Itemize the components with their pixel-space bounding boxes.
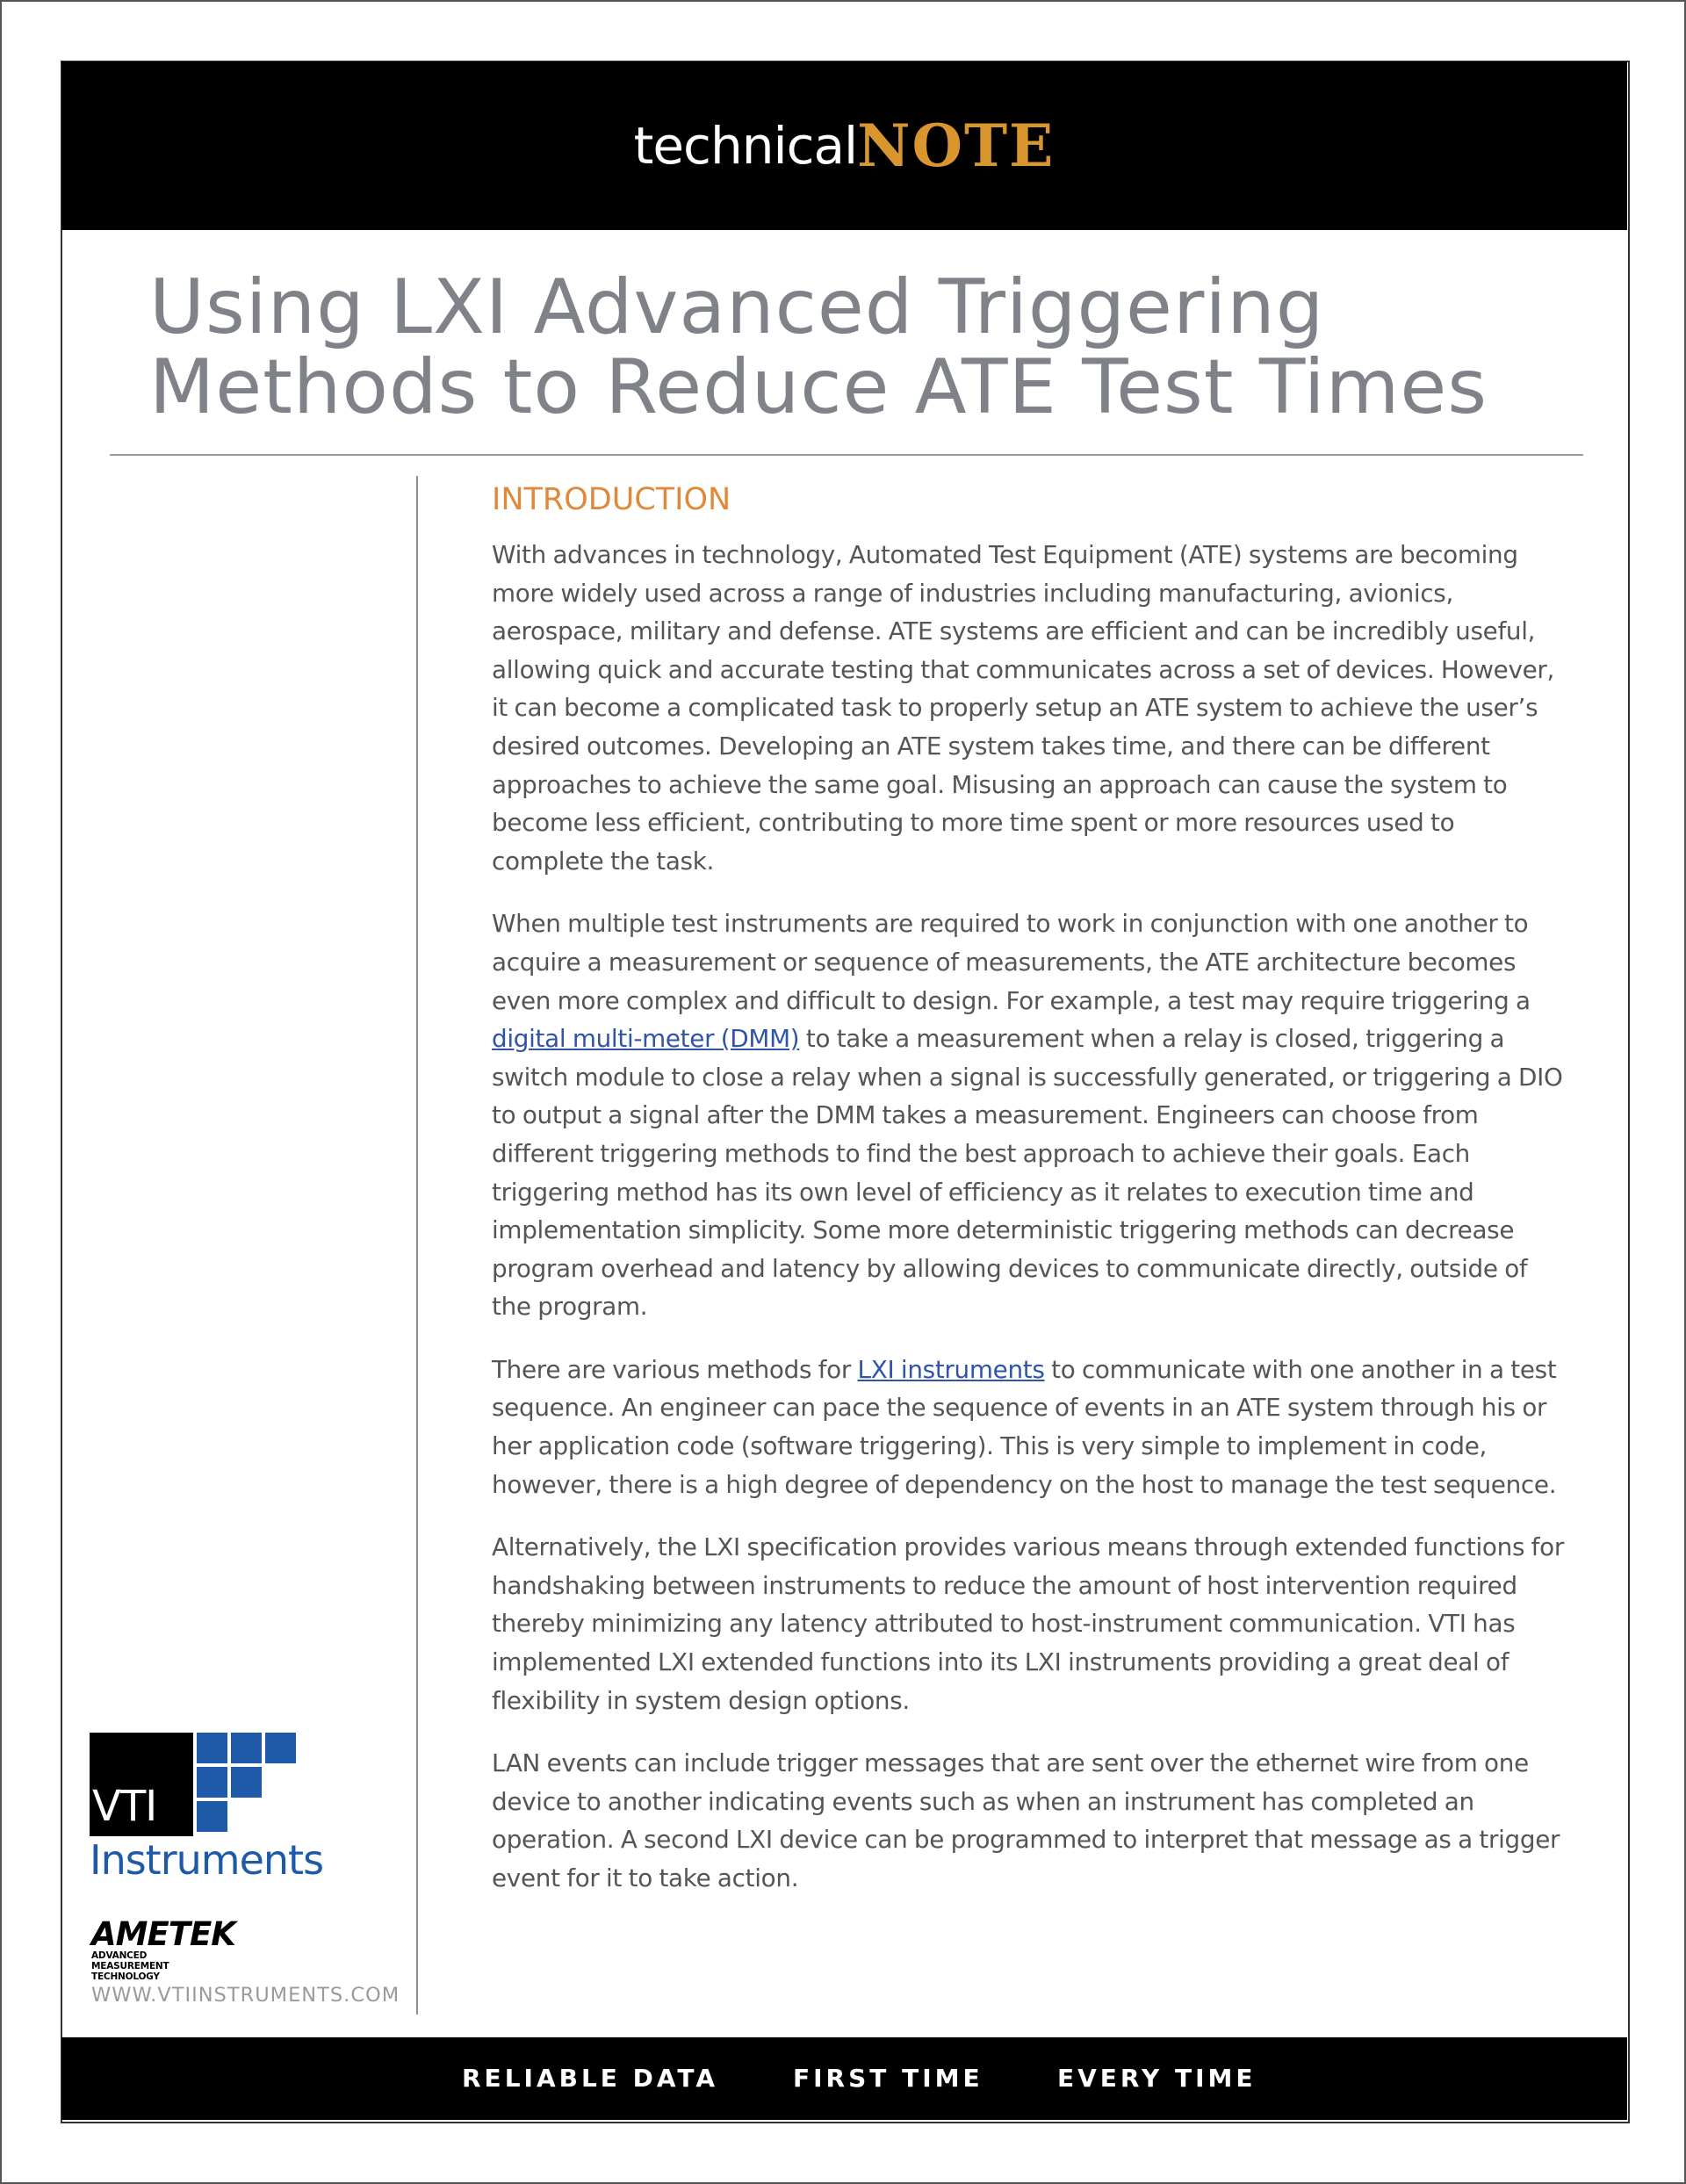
- footer-first-time: FIRST TIME: [793, 2064, 984, 2093]
- column-divider: [416, 476, 418, 2015]
- paragraph-5: LAN events can include trigger messages that are sent over the ethernet wire from one device to another indicating events such as when an instrument has completed an operation. A second LXI device can be programmed to interpret that message as a trigger event for it to take action.: [492, 1748, 1560, 1892]
- paragraph-3-text-b: to communicate with one another in a test sequence. An engineer can pace the sequence of events in an ATE system through his or her application code (software triggering). This is very simple to implement in code, however, there is a high degree of dependency on the host to manage the test sequence.: [492, 1354, 1557, 1499]
- link-lxi-instruments[interactable]: LXI instruments: [857, 1354, 1045, 1384]
- link-digital-multimeter[interactable]: digital multi-meter (DMM): [492, 1024, 800, 1054]
- title-divider: [110, 454, 1583, 456]
- brand-note: NOTE: [857, 112, 1056, 180]
- footer-every-time: EVERY TIME: [1057, 2064, 1257, 2093]
- paragraph-1: With advances in technology, Automated Test Equipment (ATE) systems are becoming more widely used across a range of industries including manufacturing, avionics, aerospace, military and defense. ATE systems are efficient and can be incredibly useful, allowing quick and accurate testing that communicates across a set of devices. However, it can become a complicated task to properly setup an ATE system to achieve the user’s desired outcomes. Developing an ATE system takes time, and there can be different approaches to achieve the same goal. Misusing an approach can cause the system to become less efficient, contributing to more time spent or more resources used to complete the task.: [492, 540, 1555, 876]
- document-title: [149, 263, 1554, 431]
- paragraph-3: [492, 1351, 1567, 1503]
- footer-banner: [61, 2037, 1627, 2120]
- paragraph-2-text-b: to take a measurement when a relay is closed, triggering a switch module to close a relay when a signal is successfully generated, or triggering a DIO to output a signal after the DMM takes a measurement. Engineers can choose from different triggering methods to find the best approach to achieve their goals. Each triggering method has its own level of efficiency as it relates to execution time and implementation simplicity. Some more deterministic triggering methods can decrease program overhead and latency by allowing devices to communicate directly, outside of the program.: [492, 1024, 1563, 1322]
- vti-logo: [90, 1733, 406, 1982]
- section-heading-introduction: INTRODUCTION: [492, 482, 731, 517]
- title-line-2: Methods to Reduce ATE Test Times: [149, 343, 1488, 431]
- ametek-wordmark: AMETEK: [91, 1915, 235, 1953]
- website-url: WWW.VTIINSTRUMENTS.COM: [91, 1984, 400, 2007]
- paragraph-2-text-a: When multiple test instruments are required to work in conjunction with one another to acquire a measurement or sequence of measurements, the ATE architecture becomes even more complex and difficult to design. For example, a test may require triggering a: [492, 909, 1531, 1015]
- paragraph-4: Alternatively, the LXI specification provides various means through extended functions for handshaking between instruments to reduce the amount of host intervention required thereby minimizing any latency attributed to host-instrument communication. VTI has implemented LXI extended functions into its LXI instruments providing a great deal of flexibility in system design options.: [492, 1532, 1564, 1715]
- footer-reliable-data: RELIABLE DATA: [462, 2064, 719, 2093]
- header-banner: [61, 61, 1627, 230]
- brand-technical: technical: [633, 116, 858, 176]
- paragraph-2: [492, 905, 1567, 1326]
- title-line-1: Using LXI Advanced Triggering: [149, 263, 1325, 351]
- vti-wordmark: VTI: [92, 1782, 157, 1831]
- ametek-tagline: ADVANCED MEASUREMENT TECHNOLOGY: [91, 1950, 169, 1982]
- main-content: [492, 474, 1567, 1922]
- paragraph-3-text-a: There are various methods for: [492, 1354, 858, 1384]
- instruments-wordmark: Instruments: [90, 1836, 324, 1884]
